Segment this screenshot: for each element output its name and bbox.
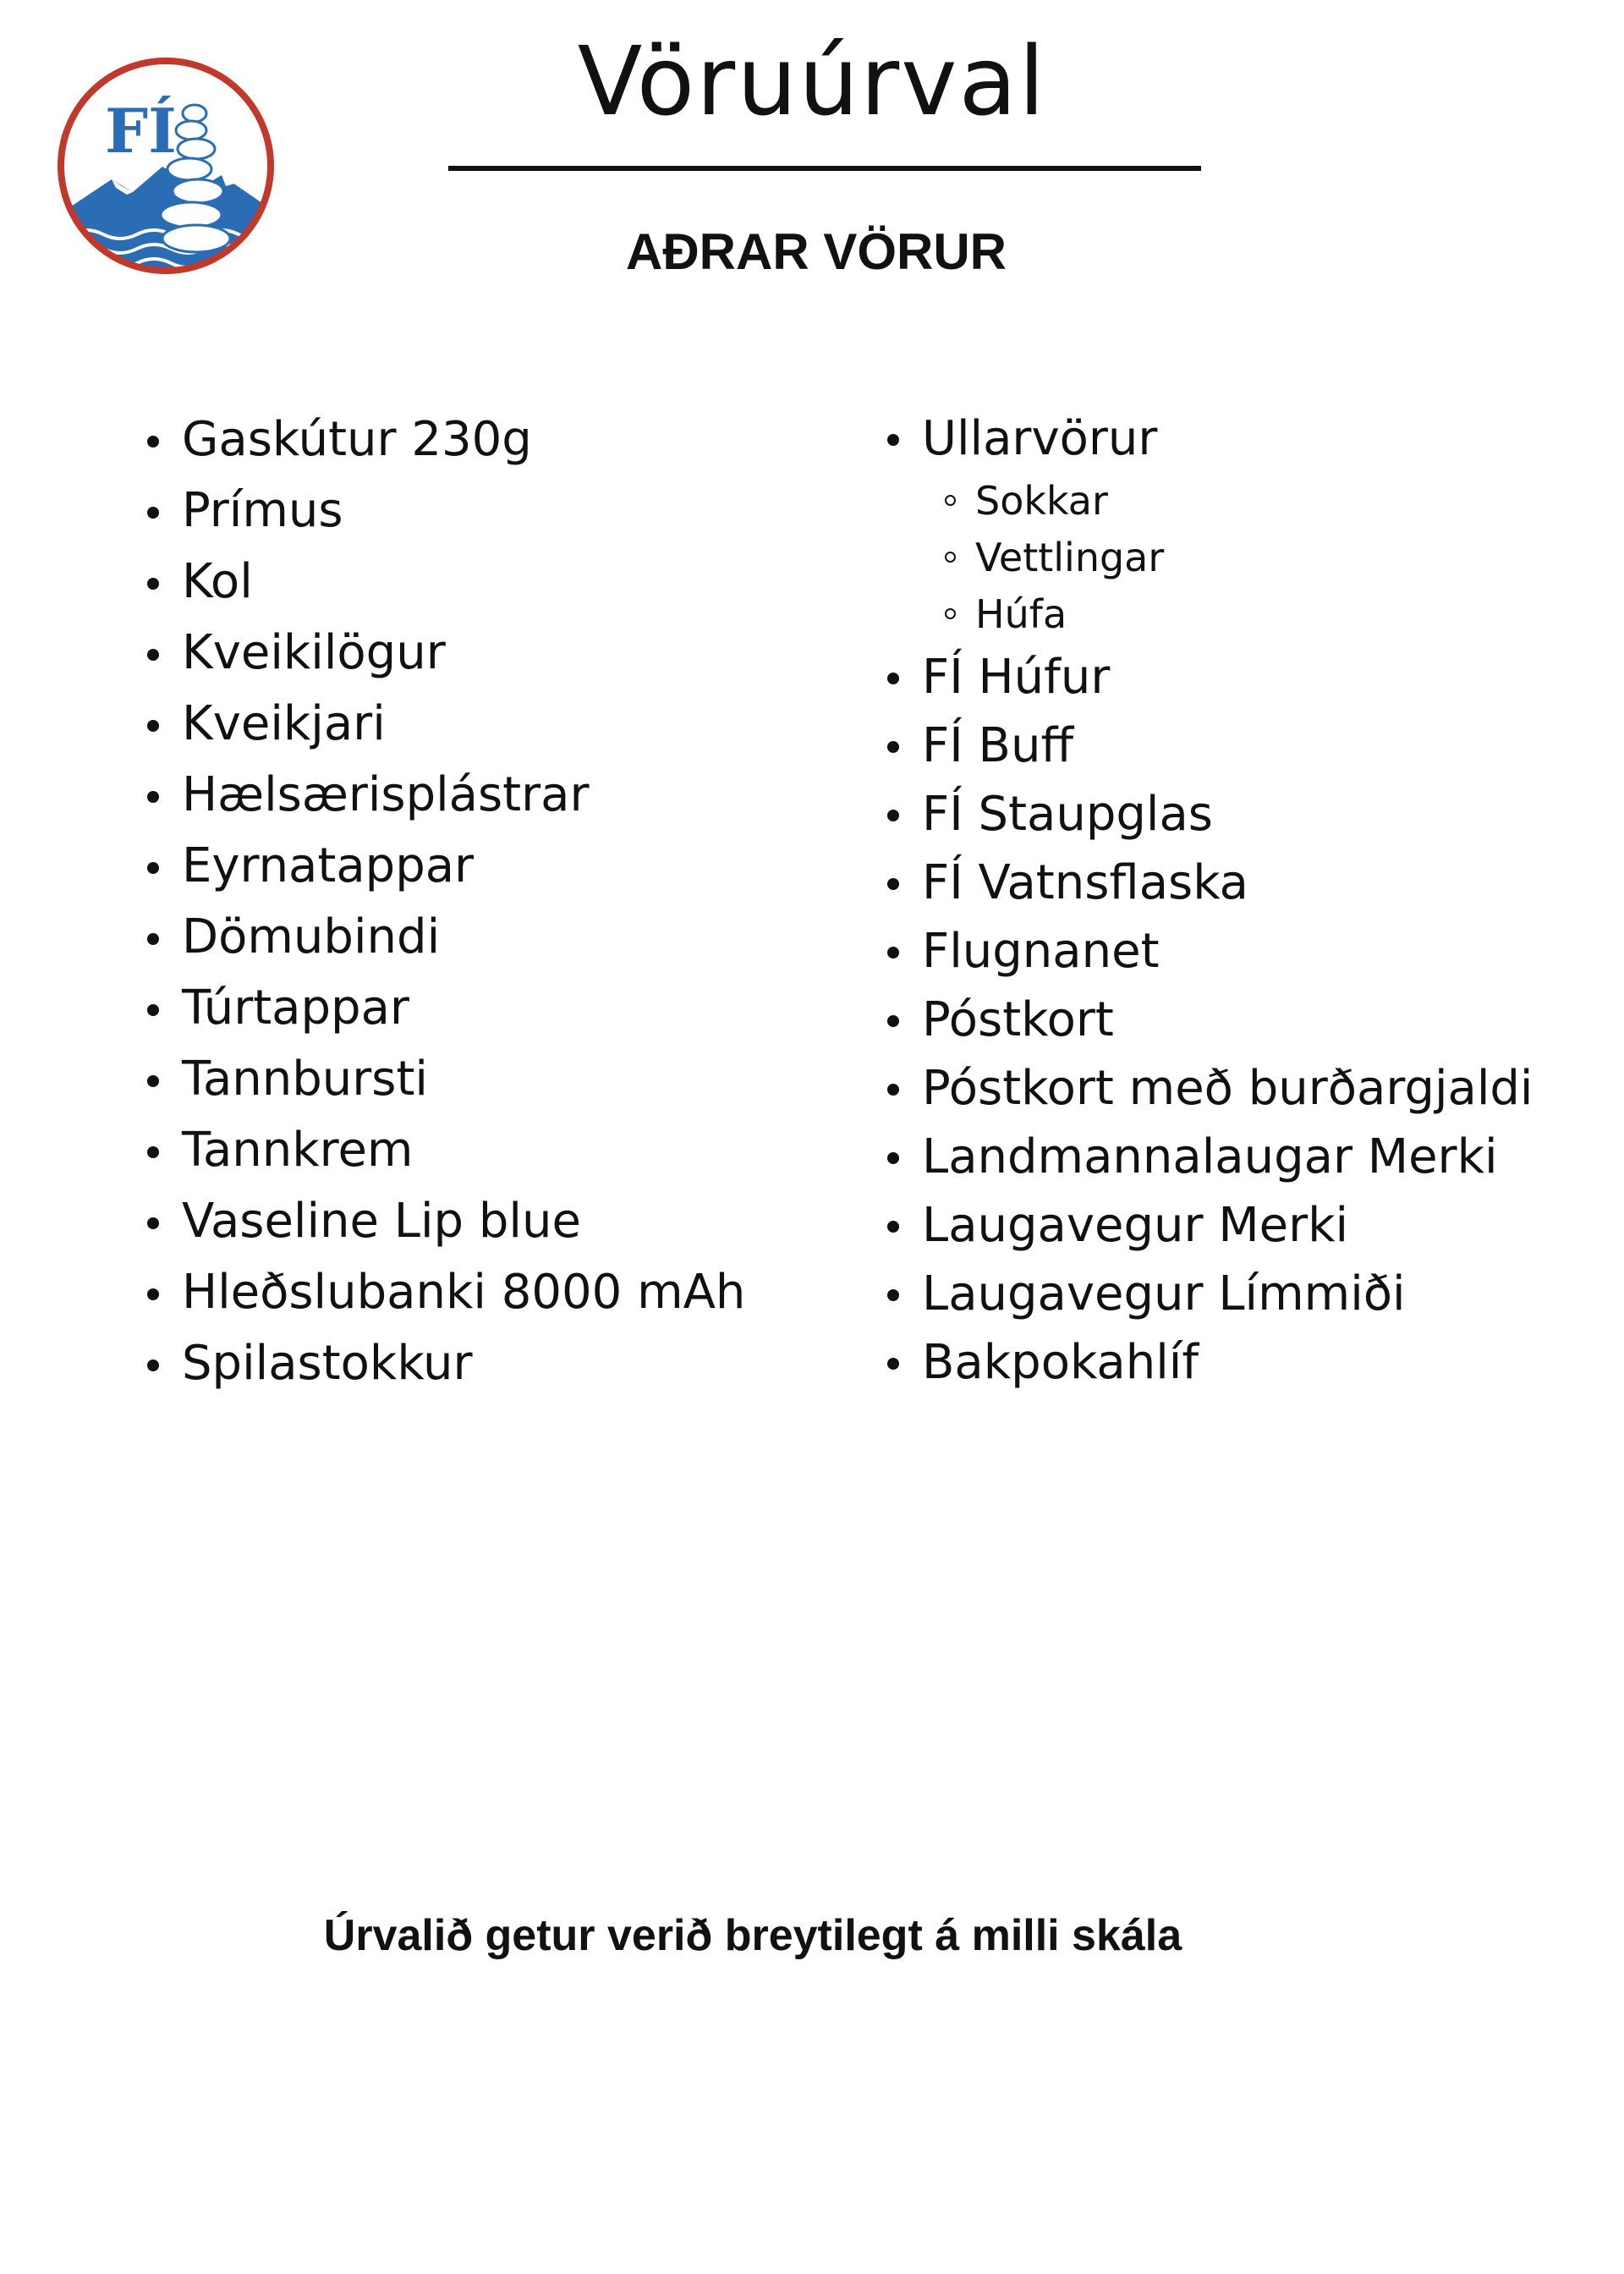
list-item: FÍ Húfur bbox=[884, 643, 1603, 711]
sub-list-item: Sokkar bbox=[884, 473, 1603, 530]
list-item: Kol bbox=[144, 547, 820, 618]
logo-text: FÍ bbox=[105, 95, 177, 167]
list-item: Eyrnatappar bbox=[144, 831, 820, 902]
page-title: Vöruúrval bbox=[577, 27, 1047, 137]
list-item: FÍ Vatnsflaska bbox=[884, 849, 1603, 917]
fi-logo bbox=[52, 52, 279, 279]
list-item: Landmannalaugar Merki bbox=[884, 1123, 1603, 1191]
footer-note: Úrvalið getur verið breytilegt á milli skála bbox=[323, 1911, 1182, 1960]
list-item: Tannbursti bbox=[144, 1044, 820, 1115]
list-item: Laugavegur Merki bbox=[884, 1191, 1603, 1260]
list-item: Laugavegur Límmiði bbox=[884, 1260, 1603, 1328]
cairn-logo-icon bbox=[52, 52, 279, 279]
list-item: Túrtappar bbox=[144, 973, 820, 1044]
list-item: Kveikjari bbox=[144, 689, 820, 760]
list-item: Hleðslubanki 8000 mAh bbox=[144, 1257, 820, 1328]
list-item: Póstkort bbox=[884, 986, 1603, 1054]
list-item-wool: Ullarvörur bbox=[884, 404, 1603, 473]
list-item: FÍ Staupglas bbox=[884, 780, 1603, 849]
list-item: Vaseline Lip blue bbox=[144, 1186, 820, 1257]
list-item: Spilastokkur bbox=[144, 1328, 820, 1399]
list-item: Hælsærisplástrar bbox=[144, 760, 820, 831]
list-item: Dömubindi bbox=[144, 902, 820, 973]
title-divider bbox=[448, 166, 1201, 171]
section-heading: AÐRAR VÖRUR bbox=[626, 223, 1007, 280]
list-item: Flugnanet bbox=[884, 917, 1603, 986]
left-product-list bbox=[144, 404, 820, 1399]
list-item: Bakpokahlíf bbox=[884, 1328, 1603, 1397]
list-item: FÍ Buff bbox=[884, 711, 1603, 780]
list-item: Póstkort með burðargjaldi bbox=[884, 1054, 1603, 1123]
list-item: Gaskútur 230g bbox=[144, 404, 820, 475]
list-item: Kveikilögur bbox=[144, 618, 820, 689]
sub-list-item: Vettlingar bbox=[884, 530, 1603, 586]
right-product-list bbox=[884, 404, 1603, 1397]
sub-list-item: Húfa bbox=[884, 586, 1603, 643]
list-item: Prímus bbox=[144, 475, 820, 547]
list-item: Tannkrem bbox=[144, 1115, 820, 1186]
